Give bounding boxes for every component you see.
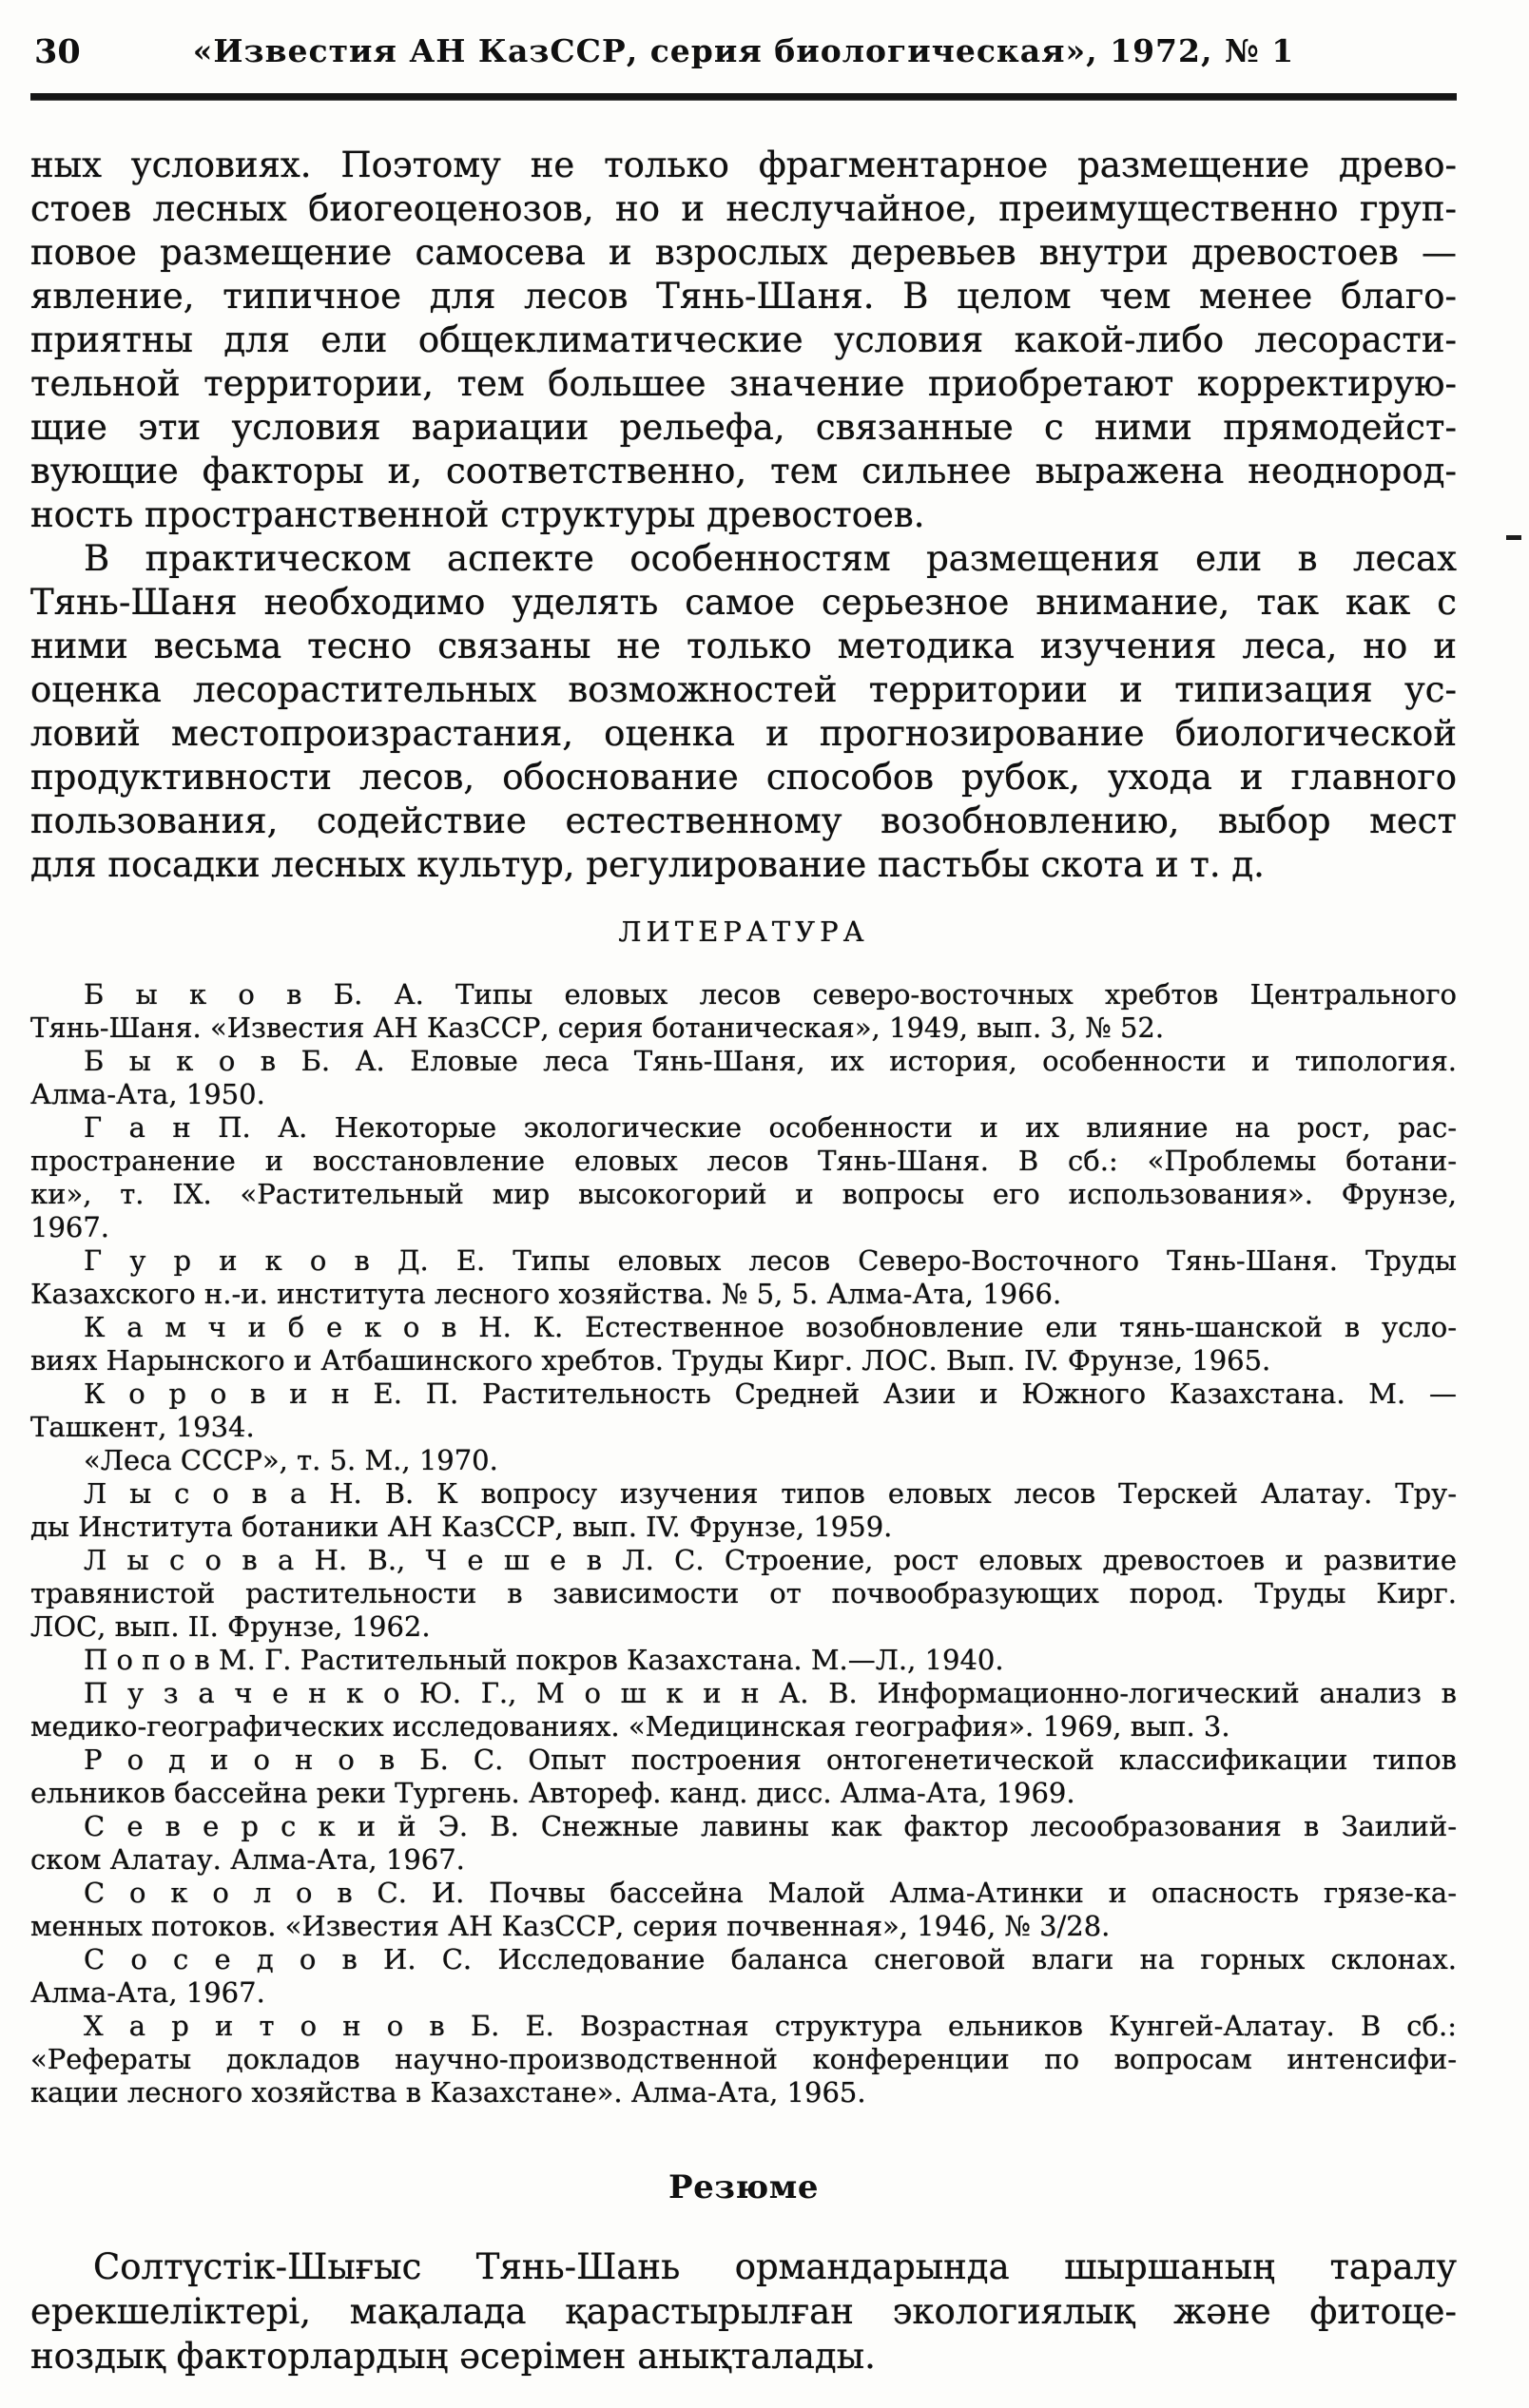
text-line: ельников бассейна реки Тургень. Автореф. канд. дисс. Алма-Ата, 1969.: [30, 1777, 1075, 1809]
text-line: 1967.: [30, 1211, 110, 1243]
reference-item: [30, 1377, 1457, 1444]
text-line: стоев лесных биогеоценозов, но и неслучайное, преимущественно груп-: [30, 188, 1457, 229]
text-line: Б ы к о в Б. А. Типы еловых лесов северо-восточных хребтов Центрального: [84, 978, 1457, 1011]
text-line: медико-географических исследованиях. «Медицинская география». 1969, вып. 3.: [30, 1710, 1230, 1743]
text-line: Х а р и т о н о в Б. Е. Возрастная структура ельников Кунгей-Алатау. В сб.:: [84, 2010, 1457, 2042]
text-line: Л ы с о в а Н. В., Ч е ш е в Л. С. Строение, рост еловых древостоев и развитие: [84, 1544, 1457, 1576]
resume-paragraph: [30, 2244, 1457, 2379]
literature-heading: ЛИТЕРАТУРА: [618, 915, 869, 948]
text-line: В практическом аспекте особенностям размещения ели в лесах: [84, 538, 1457, 579]
text-line: ЛОС, вып. II. Фрунзе, 1962.: [30, 1610, 431, 1643]
text-line: тельной территории, тем большее значение приобретают корректирую-: [30, 363, 1457, 404]
text-line: С е в е р с к и й Э. В. Снежные лавины как фактор лесообразования в Заилий-: [84, 1810, 1457, 1842]
text-line: ними весьма тесно связаны не только методика изучения леса, но и: [30, 626, 1457, 666]
reference-item: [30, 1743, 1457, 1810]
text-line: ки», т. IX. «Растительный мир высокогорий и вопросы его использования». Фрунзе,: [30, 1178, 1457, 1210]
reference-item: [30, 1644, 1457, 1677]
running-title: «Известия АН КазССР, серия биологическая», 1972, № 1: [192, 32, 1295, 69]
reference-item: [30, 2010, 1457, 2109]
reference-item: [30, 1244, 1457, 1311]
text-line: продуктивности лесов, обоснование способов рубок, ухода и главного: [30, 757, 1457, 798]
text-line: ерекшеліктері, мақалада қарастырылған экологиялық және фитоце-: [30, 2291, 1457, 2332]
reference-item: [30, 1045, 1457, 1111]
text-line: ском Алатау. Алма-Ата, 1967.: [30, 1843, 465, 1876]
text-line: приятны для ели общеклиматические условия какой-либо лесорасти-: [30, 319, 1457, 360]
text-line: виях Нарынского и Атбашинского хребтов. Труды Кирг. ЛОС. Вып. IV. Фрунзе, 1965.: [30, 1344, 1271, 1377]
text-line: Б ы к о в Б. А. Еловые леса Тянь-Шаня, их история, особенности и типология.: [84, 1045, 1457, 1077]
reference-item: [30, 1311, 1457, 1377]
text-line: Р о д и о н о в Б. С. Опыт построения онтогенетической классификации типов: [84, 1743, 1457, 1776]
text-line: ды Института ботаники АН КазССР, вып. IV. Фрунзе, 1959.: [30, 1511, 893, 1543]
references-list: [30, 978, 1457, 2109]
body-paragraph-1: [30, 144, 1457, 537]
reference-item: [30, 1111, 1457, 1244]
text-line: Алма-Ата, 1967.: [30, 1976, 265, 2009]
resume-heading: Резюме: [668, 2168, 819, 2206]
text-line: Л ы с о в а Н. В. К вопросу изучения типов еловых лесов Терскей Алатау. Тру-: [84, 1477, 1457, 1510]
text-line: Алма-Ата, 1950.: [30, 1078, 265, 1110]
text-line: К а м ч и б е к о в Н. К. Естественное возобновление ели тянь-шанской в усло-: [84, 1311, 1457, 1343]
reference-item: [30, 1444, 1457, 1477]
scan-artifact-dash: [1506, 535, 1521, 540]
text-line: ность пространственной структуры древостоев.: [30, 494, 925, 535]
text-line: вующие факторы и, соответственно, тем сильнее выражена неоднород-: [30, 451, 1457, 491]
reference-item: [30, 1810, 1457, 1877]
text-line: ловий местопроизрастания, оценка и прогнозирование биологической: [30, 713, 1457, 754]
text-line: П у з а ч е н к о Ю. Г., М о ш к и н А. В. Информационно-логический анализ в: [84, 1677, 1457, 1709]
text-line: для посадки лесных культур, регулирование пастьбы скота и т. д.: [30, 844, 1265, 885]
text-line: Г у р и к о в Д. Е. Типы еловых лесов Северо-Восточного Тянь-Шаня. Труды: [84, 1244, 1457, 1277]
text-line: Тянь-Шаня необходимо уделять самое серьезное внимание, так как с: [30, 582, 1457, 623]
text-line: «Леса СССР», т. 5. М., 1970.: [84, 1444, 498, 1476]
body-paragraph-2: [30, 537, 1457, 887]
reference-item: [30, 1943, 1457, 2010]
text-line: Г а н П. А. Некоторые экологические особенности и их влияние на рост, рас-: [84, 1111, 1457, 1144]
text-line: кации лесного хозяйства в Казахстане». Алма-Ата, 1965.: [30, 2076, 866, 2109]
text-line: ных условиях. Поэтому не только фрагментарное размещение древо-: [30, 144, 1457, 185]
text-line: П о п о в М. Г. Растительный покров Казахстана. М.—Л., 1940.: [84, 1644, 1004, 1676]
text-line: Ташкент, 1934.: [30, 1411, 255, 1443]
page-header: [30, 25, 1457, 80]
text-line: повое размещение самосева и взрослых деревьев внутри древостоев —: [30, 232, 1457, 273]
text-line: С о с е д о в И. С. Исследование баланса снеговой влаги на горных склонах.: [84, 1943, 1457, 1975]
text-line: менных потоков. «Известия АН КазССР, серия почвенная», 1946, № 3/28.: [30, 1910, 1111, 1942]
text-line: С о к о л о в С. И. Почвы бассейна Малой Алма-Атинки и опасность грязе-ка-: [84, 1877, 1457, 1909]
reference-item: [30, 1544, 1457, 1644]
page-number: 30: [34, 32, 81, 71]
text-line: пространение и восстановление еловых лесов Тянь-Шаня. В сб.: «Проблемы ботани-: [30, 1145, 1457, 1177]
text-line: явление, типичное для лесов Тянь-Шаня. В целом чем менее благо-: [30, 276, 1457, 317]
text-line: щие эти условия вариации рельефа, связанные с ними прямодейст-: [30, 407, 1457, 448]
header-rule: [30, 93, 1457, 100]
text-line: «Рефераты докладов научно-производственной конференции по вопросам интенсифи-: [30, 2043, 1457, 2075]
text-line: ноздық факторлардың әсерімен анықталады.: [30, 2336, 876, 2377]
text-line: К о р о в и н Е. П. Растительность Средней Азии и Южного Казахстана. М. —: [84, 1377, 1457, 1410]
reference-item: [30, 1677, 1457, 1743]
reference-item: [30, 978, 1457, 1045]
reference-item: [30, 1877, 1457, 1943]
text-line: травянистой растительности в зависимости от почвообразующих пород. Труды Кирг.: [30, 1577, 1457, 1609]
text-line: Тянь-Шаня. «Известия АН КазССР, серия ботаническая», 1949, вып. 3, № 52.: [30, 1011, 1165, 1044]
text-line: Солтүстік-Шығыс Тянь-Шань ормандарында шыршаның таралу: [93, 2246, 1457, 2287]
text-line: оценка лесорастительных возможностей территории и типизация ус-: [30, 669, 1457, 710]
reference-item: [30, 1477, 1457, 1544]
text-line: пользования, содействие естественному возобновлению, выбор мест: [30, 800, 1457, 841]
text-line: Казахского н.-и. института лесного хозяйства. № 5, 5. Алма-Ата, 1966.: [30, 1278, 1062, 1310]
article-body: [30, 144, 1457, 887]
